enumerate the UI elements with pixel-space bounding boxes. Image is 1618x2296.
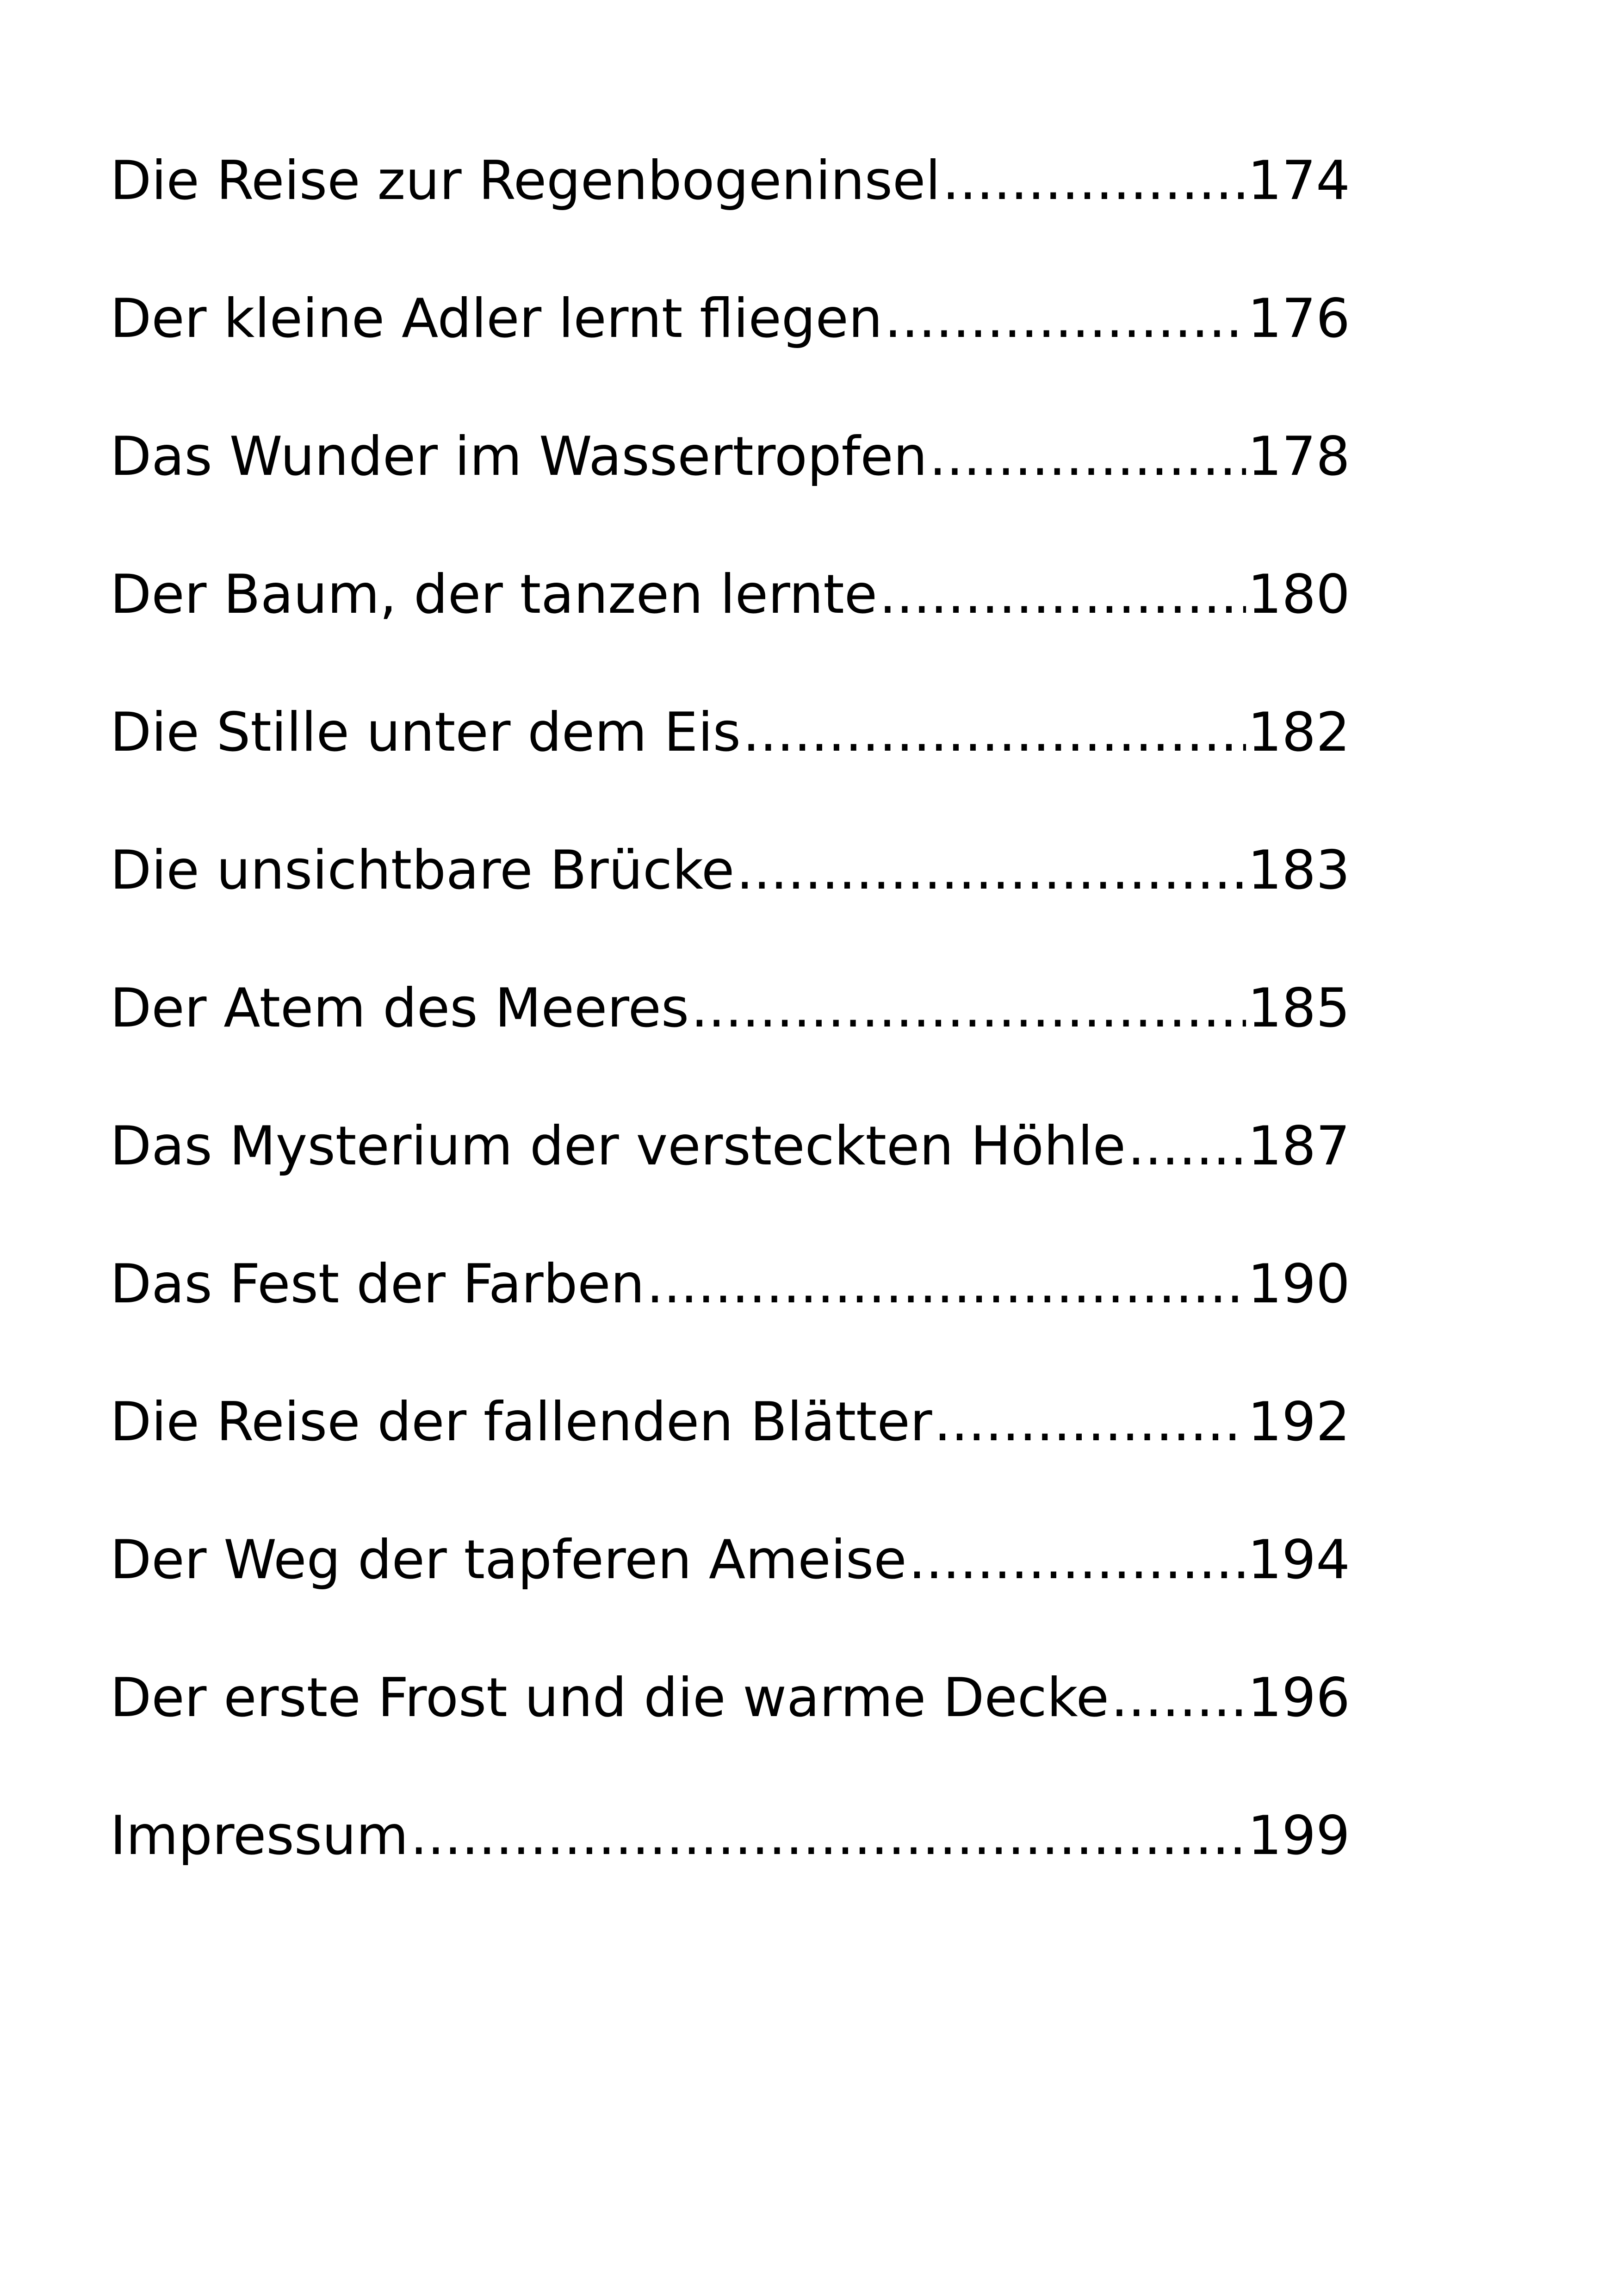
toc-entry-page-number: 194 [1247, 1529, 1350, 1591]
table-of-contents [110, 149, 1350, 1947]
toc-entry[interactable] [110, 1253, 1350, 1395]
toc-entry-title: Das Fest der Farben [110, 1253, 645, 1315]
toc-entry-page-number: 176 [1247, 287, 1350, 350]
toc-entry[interactable] [110, 563, 1350, 706]
toc-entry[interactable] [110, 701, 1350, 844]
toc-dot-leader [879, 568, 1246, 622]
toc-entry-page-number: 192 [1247, 1391, 1350, 1453]
toc-dot-leader [942, 154, 1246, 208]
toc-entry-page-number: 183 [1247, 839, 1350, 902]
toc-entry-title: Impressum [110, 1804, 409, 1867]
toc-entry-page-number: 180 [1247, 563, 1350, 626]
toc-dot-leader [934, 1395, 1246, 1449]
toc-entry-page-number: 182 [1247, 701, 1350, 764]
toc-entry[interactable] [110, 149, 1350, 292]
toc-entry-page-number: 190 [1247, 1253, 1350, 1315]
toc-entry-page-number: 187 [1247, 1115, 1350, 1177]
toc-entry-title: Die unsichtbare Brücke [110, 839, 735, 902]
toc-entry[interactable] [110, 1529, 1350, 1671]
toc-entry-title: Der kleine Adler lernt fliegen [110, 287, 883, 350]
toc-entry-title: Der Weg der tapferen Ameise [110, 1529, 907, 1591]
toc-entry[interactable] [110, 425, 1350, 568]
toc-dot-leader [646, 1257, 1246, 1311]
toc-entry[interactable] [110, 287, 1350, 430]
toc-entry-title: Die Reise zur Regenbogeninsel [110, 149, 941, 212]
toc-entry-page-number: 185 [1247, 977, 1350, 1039]
toc-entry-page-number: 178 [1247, 425, 1350, 488]
toc-entry-title: Die Reise der fallenden Blätter [110, 1391, 932, 1453]
toc-dot-leader [1111, 1671, 1246, 1725]
toc-entry[interactable] [110, 977, 1350, 1120]
toc-entry[interactable] [110, 839, 1350, 982]
toc-entry[interactable] [110, 1804, 1350, 1947]
toc-dot-leader [410, 1809, 1246, 1863]
toc-entry[interactable] [110, 1115, 1350, 1257]
toc-entry-title: Die Stille unter dem Eis [110, 701, 741, 764]
toc-entry-page-number: 174 [1247, 149, 1350, 212]
toc-entry[interactable] [110, 1667, 1350, 1809]
toc-dot-leader [743, 706, 1246, 759]
toc-entry-title: Das Mysterium der versteckten Höhle [110, 1115, 1126, 1177]
toc-entry-title: Der Atem des Meeres [110, 977, 689, 1039]
toc-entry-title: Der erste Frost und die warme Decke [110, 1667, 1110, 1729]
toc-entry-title: Der Baum, der tanzen lernte [110, 563, 878, 626]
toc-dot-leader [884, 292, 1246, 346]
toc-entry-page-number: 196 [1247, 1667, 1350, 1729]
toc-entry-title: Das Wunder im Wassertropfen [110, 425, 928, 488]
toc-dot-leader [691, 982, 1246, 1035]
toc-dot-leader [736, 844, 1246, 897]
toc-entry-page-number: 199 [1247, 1804, 1350, 1867]
toc-dot-leader [929, 430, 1246, 484]
toc-dot-leader [1128, 1120, 1246, 1173]
toc-dot-leader [909, 1533, 1246, 1587]
toc-entry[interactable] [110, 1391, 1350, 1533]
